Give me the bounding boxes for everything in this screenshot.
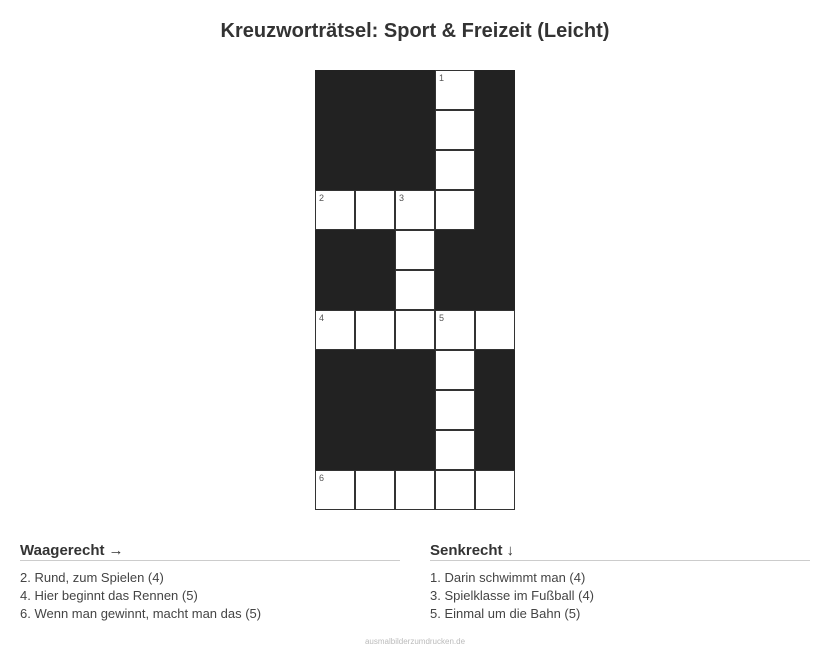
grid-cell[interactable]	[435, 470, 475, 510]
down-clue-list	[430, 569, 810, 623]
grid-cell[interactable]	[355, 470, 395, 510]
across-clue: 2. Rund, zum Spielen (4)	[20, 570, 164, 585]
down-clue: 3. Spielklasse im Fußball (4)	[430, 588, 594, 603]
grid-cell-black	[395, 430, 435, 470]
clue-number: 1	[439, 73, 445, 83]
grid-cell-black	[315, 230, 355, 270]
grid-cell-black	[475, 270, 515, 310]
down-heading-label: Senkrecht	[430, 542, 503, 559]
across-clues-section	[20, 542, 400, 623]
grid-cell-black	[475, 230, 515, 270]
grid-cell-black	[315, 70, 355, 110]
grid-cell-black	[395, 350, 435, 390]
grid-cell[interactable]	[395, 470, 435, 510]
grid-cell[interactable]	[315, 190, 355, 230]
grid-cell-black	[395, 110, 435, 150]
grid-cell-black	[315, 270, 355, 310]
across-clue: 4. Hier beginnt das Rennen (5)	[20, 588, 198, 603]
grid-cell-black	[475, 350, 515, 390]
grid-cell[interactable]	[435, 190, 475, 230]
grid-cell[interactable]	[395, 270, 435, 310]
grid-cell[interactable]	[435, 110, 475, 150]
grid-cell[interactable]	[435, 70, 475, 110]
grid-cell-black	[435, 230, 475, 270]
grid-cell-black	[355, 230, 395, 270]
grid-cell-black	[315, 110, 355, 150]
grid-cell[interactable]	[435, 350, 475, 390]
grid-cell-black	[475, 190, 515, 230]
down-clue: 5. Einmal um die Bahn (5)	[430, 606, 581, 621]
grid-cell[interactable]	[355, 190, 395, 230]
arrow-right-icon: →	[108, 542, 124, 559]
across-clue: 6. Wenn man gewinnt, macht man das (5)	[20, 606, 262, 621]
grid-cell[interactable]	[315, 470, 355, 510]
grid-cell-black	[395, 70, 435, 110]
clue-number: 6	[319, 473, 325, 483]
grid-cell-black	[315, 150, 355, 190]
grid-cell[interactable]	[435, 430, 475, 470]
crossword-grid	[315, 70, 515, 510]
down-clue: 1. Darin schwimmt man (4)	[430, 570, 586, 585]
grid-cell-black	[475, 430, 515, 470]
grid-cell-black	[355, 70, 395, 110]
grid-cell-black	[475, 150, 515, 190]
grid-cell-black	[395, 390, 435, 430]
grid-cell[interactable]	[475, 310, 515, 350]
arrow-down-icon: ↓	[506, 542, 515, 559]
clue-number: 2	[319, 193, 325, 203]
grid-cell[interactable]	[435, 390, 475, 430]
grid-cell-black	[355, 430, 395, 470]
grid-cell[interactable]	[475, 470, 515, 510]
grid-cell-black	[355, 390, 395, 430]
clue-number: 5	[439, 313, 445, 323]
grid-cell[interactable]	[435, 150, 475, 190]
grid-cell-black	[355, 110, 395, 150]
grid-cell-black	[435, 270, 475, 310]
across-heading	[20, 542, 400, 561]
grid-cell-black	[475, 390, 515, 430]
grid-cell-black	[315, 430, 355, 470]
page-title: Kreuzworträtsel: Sport & Freizeit (Leicht)	[220, 20, 610, 42]
grid-cell[interactable]	[395, 190, 435, 230]
down-heading	[430, 542, 810, 561]
grid-cell-black	[355, 150, 395, 190]
grid-cell-black	[355, 270, 395, 310]
grid-cell-black	[315, 350, 355, 390]
grid-cell[interactable]	[315, 310, 355, 350]
across-heading-label: Waagerecht	[20, 542, 105, 559]
grid-cell[interactable]	[355, 310, 395, 350]
clue-number: 4	[319, 313, 325, 323]
grid-cell[interactable]	[395, 310, 435, 350]
grid-cell[interactable]	[435, 310, 475, 350]
grid-cell-black	[395, 150, 435, 190]
footer-credit: ausmalbilderzumdrucken.de	[364, 637, 466, 646]
grid-cell[interactable]	[395, 230, 435, 270]
grid-cell-black	[315, 390, 355, 430]
down-clues-section	[430, 542, 810, 623]
across-clue-list	[20, 569, 400, 623]
grid-cell-black	[355, 350, 395, 390]
grid-cell-black	[475, 70, 515, 110]
clue-number: 3	[399, 193, 405, 203]
grid-cell-black	[475, 110, 515, 150]
